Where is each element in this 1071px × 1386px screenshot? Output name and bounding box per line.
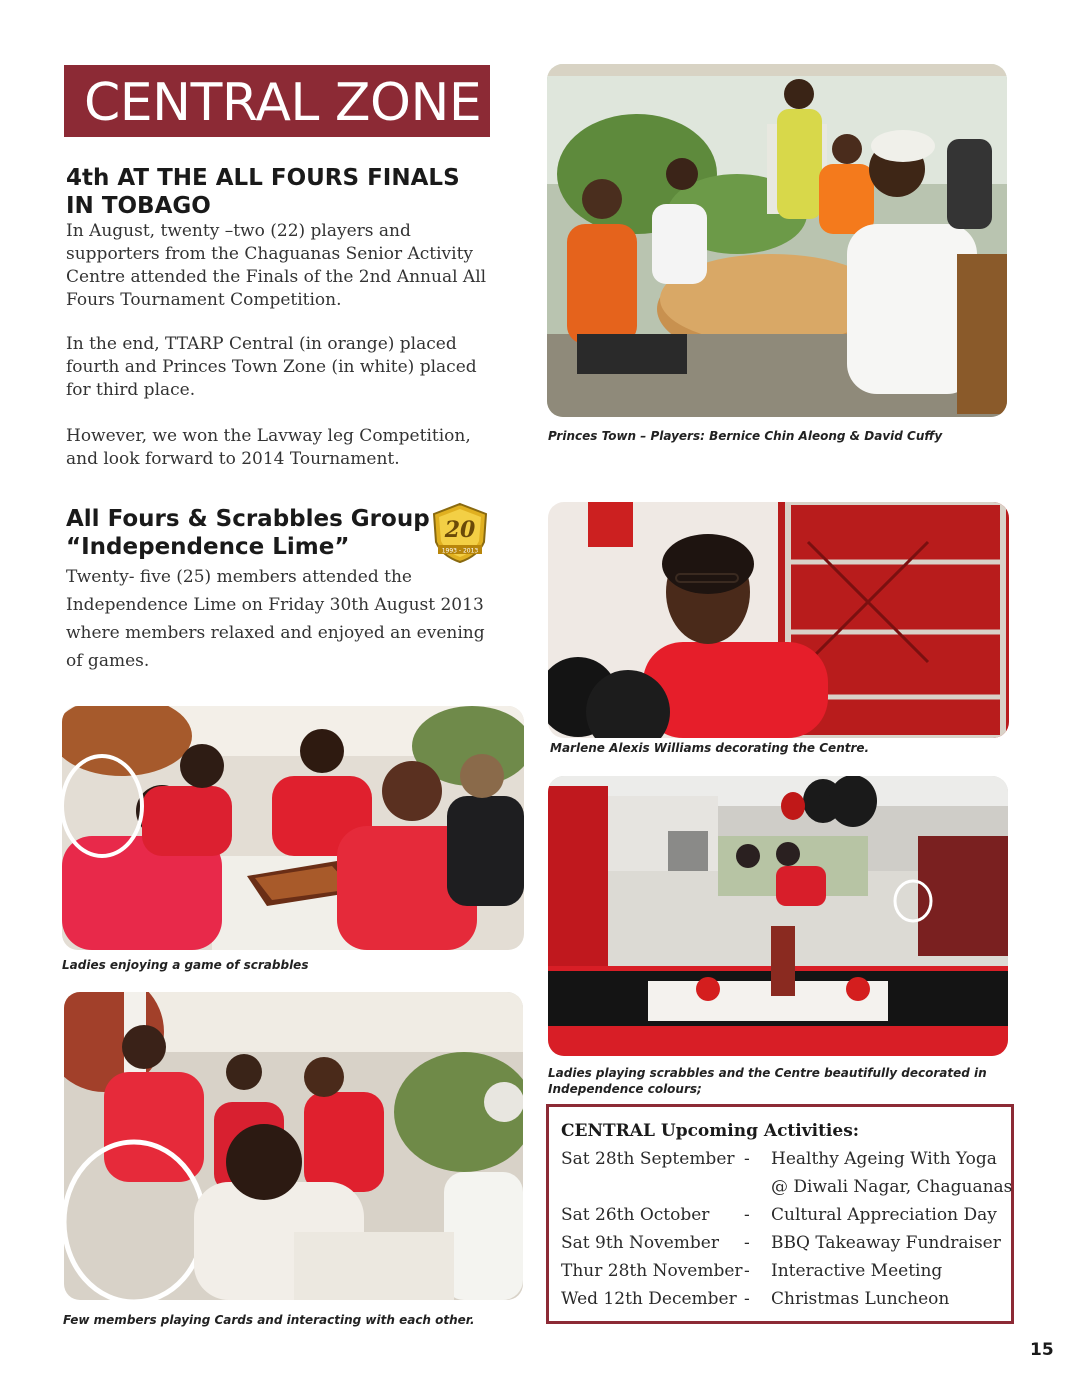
banner-title: CENTRAL ZONE (84, 73, 482, 133)
photo-marlene-decorating (548, 502, 1009, 738)
activity-row (561, 1289, 1009, 1317)
activity-row (561, 1205, 1009, 1233)
photo-princes-town-players (547, 64, 1007, 417)
article1-heading-line2: IN TOBAGO (66, 193, 211, 219)
activity-row (561, 1177, 1013, 1205)
article1-paragraph-1: In August, twenty –two (22) players and supporters from the Chaguanas Senior Activity Centre attended the Finals of the 2nd Annual All Fours Tournament Competition. (66, 221, 487, 310)
activity-event: Healthy Ageing With Yoga (771, 1149, 997, 1169)
article2-paragraph: Twenty- five (25) members attended the Independence Lime on Friday 30th August 2013 where members relaxed and enjoyed an evening of games. (66, 567, 485, 671)
article1-heading (66, 164, 460, 220)
activity-dash: - (744, 1289, 750, 1309)
activities-title: CENTRAL Upcoming Activities: (561, 1121, 860, 1141)
caption-cards: Few members playing Cards and interacting with each other. (63, 1313, 475, 1327)
article2-heading-line1: All Fours & Scrabbles Group (66, 506, 430, 532)
activity-event: BBQ Takeaway Fundraiser (771, 1233, 1001, 1253)
activity-dash: - (744, 1261, 750, 1281)
article1-heading-line1: 4th AT THE ALL FOURS FINALS (66, 165, 460, 191)
activity-date: Thur 28th November (561, 1261, 743, 1281)
activity-dash: - (744, 1149, 750, 1169)
activity-row (561, 1233, 1009, 1261)
photo-ladies-scrabble (62, 706, 524, 950)
activity-row (561, 1261, 1009, 1289)
article2-heading-line2: “Independence Lime” (66, 534, 350, 560)
article1-paragraph-2: In the end, TTARP Central (in orange) placed fourth and Princes Town Zone (in white) placed for third place. (66, 334, 477, 400)
activity-date: Wed 12th December (561, 1289, 737, 1309)
caption-princes-town: Princes Town – Players: Bernice Chin Aleong & David Cuffy (548, 429, 943, 443)
article1-paragraph-3: However, we won the Lavway leg Competition, and look forward to 2014 Tournament. (66, 426, 471, 469)
activity-event: Interactive Meeting (771, 1261, 943, 1281)
activity-event: Cultural Appreciation Day (771, 1205, 997, 1225)
page-number: 15 (1030, 1340, 1054, 1360)
caption-marlene: Marlene Alexis Williams decorating the Centre. (550, 741, 870, 755)
activity-date: Sat 28th September (561, 1149, 735, 1169)
caption-centre-decorated: Ladies playing scrabbles and the Centre beautifully decorated in Independence colours; (548, 1066, 987, 1096)
zone-banner (64, 65, 490, 137)
anniversary-badge-icon (430, 502, 490, 564)
activity-event: Christmas Luncheon (771, 1289, 950, 1309)
photo-centre-decorated (548, 776, 1008, 1056)
badge-years: 1993 - 2013 (441, 547, 479, 555)
activity-date: Sat 9th November (561, 1233, 719, 1253)
activity-date: Sat 26th October (561, 1205, 710, 1225)
photo-members-cards (64, 992, 523, 1300)
activity-row (561, 1149, 1009, 1177)
badge-number: 20 (444, 517, 476, 543)
activity-dash: - (744, 1205, 750, 1225)
activity-event: @ Diwali Nagar, Chaguanas (771, 1177, 1013, 1197)
article2-heading (66, 505, 430, 561)
caption-scrabbles: Ladies enjoying a game of scrabbles (62, 958, 309, 972)
upcoming-activities-box (546, 1104, 1014, 1324)
activity-dash: - (744, 1233, 750, 1253)
